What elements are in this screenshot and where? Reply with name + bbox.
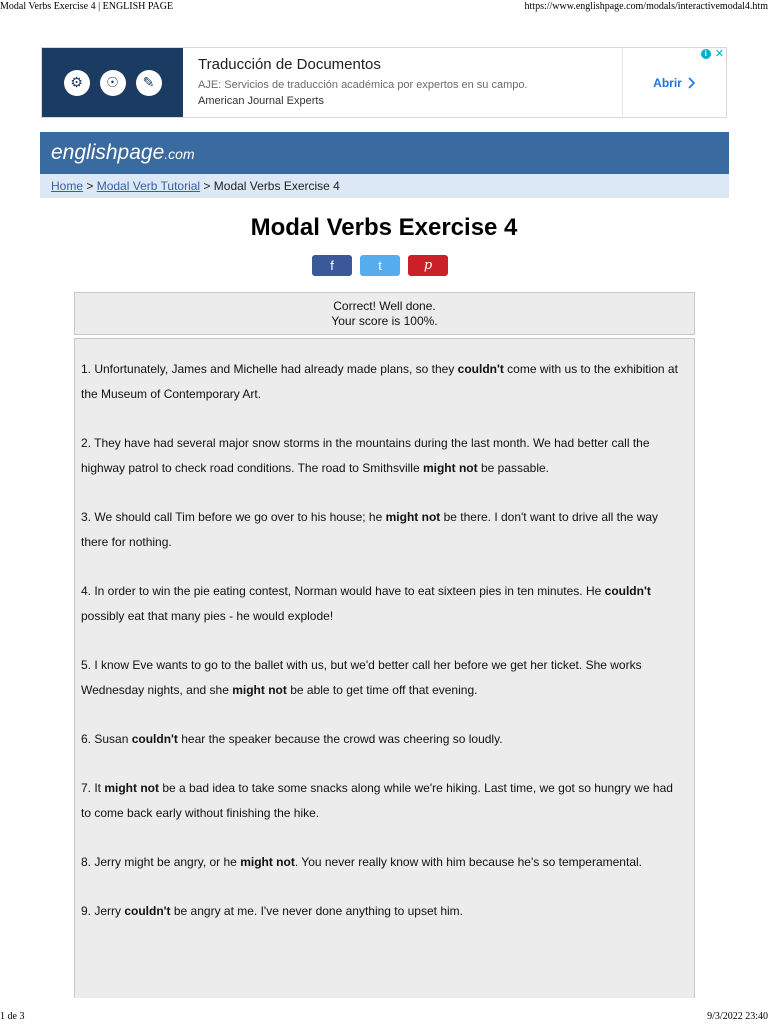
question-item: 4. In order to win the pie eating contest, Norman would have to eat sixteen pies in ten minutes. He couldn't possibly eat that many pies - he would explode! (81, 584, 651, 623)
answer: couldn't (124, 904, 171, 918)
score-message: Correct! Well done. (333, 299, 436, 313)
question-item: 2. They have had several major snow storms in the mountains during the last month. We had better call the highway patrol to check road conditions. The road to Smithsville might not be passable. (81, 436, 650, 475)
ad-choices[interactable] (701, 49, 724, 59)
close-icon[interactable]: ✕ (714, 48, 724, 60)
page-title: Modal Verbs Exercise 4 (250, 214, 518, 241)
print-header (0, 0, 768, 14)
score-value: Your score is 100%. (331, 314, 438, 328)
question-item: 7. It might not be a bad idea to take some snacks along while we're hiking. Last time, we got so hungry we had to come back early without finishing the hike. (81, 781, 673, 820)
question-item: 8. Jerry might be angry, or he might not. You never really know with him because he's so temperamental. (81, 855, 642, 869)
print-datetime: 9/3/2022 23:40 (707, 1011, 768, 1022)
answer: couldn't (457, 362, 504, 376)
answer: might not (240, 855, 295, 869)
lightbulb-icon: ☉ (100, 70, 126, 96)
logo-main: englishpage (51, 141, 165, 164)
site-logo[interactable] (51, 141, 195, 165)
print-footer (0, 1010, 768, 1024)
answer: might not (104, 781, 159, 795)
ad-description: AJE: Servicios de traducción académica por expertos en su campo. (198, 79, 528, 91)
question-item: 5. I know Eve wants to go to the ballet with us, but we'd better call her before we get her ticket. She works Wednesday nights, and she might not be able to get time off that evening. (81, 658, 642, 697)
info-icon[interactable]: i (701, 49, 711, 59)
answer: might not (385, 510, 441, 524)
breadcrumb-separator: > (83, 179, 97, 193)
question-item: 9. Jerry couldn't be angry at me. I've never done anything to upset him. (81, 904, 463, 918)
share-buttons (312, 255, 448, 276)
logo-suffix: .com (164, 146, 195, 162)
breadcrumb-home-link[interactable]: Home (51, 179, 84, 193)
question-item: 6. Susan couldn't hear the speaker because the crowd was cheering so loudly. (81, 732, 503, 746)
breadcrumb-tutorial-link[interactable]: Modal Verb Tutorial (96, 179, 201, 193)
document-icon: ✎ (136, 70, 162, 96)
ad-title[interactable]: Traducción de Documentos (198, 56, 381, 73)
ad-source: American Journal Experts (198, 95, 324, 107)
exercise-list (74, 338, 695, 998)
print-page-number: 1 de 3 (0, 1011, 25, 1022)
site-header (40, 132, 729, 174)
breadcrumb-separator: > (200, 179, 214, 193)
pinterest-share-button[interactable]: p (408, 255, 448, 276)
ad-image[interactable] (42, 48, 183, 117)
question-item: 3. We should call Tim before we go over to his house; he might not be there. I don't want to drive all the way there for nothing. (81, 510, 659, 549)
ad-open-label: Abrir (653, 75, 682, 90)
answer: might not (232, 683, 287, 697)
score-box (74, 292, 695, 335)
microscope-icon: ⚙ (64, 70, 90, 96)
breadcrumb-current: Modal Verbs Exercise 4 (213, 179, 340, 193)
print-url: https://www.englishpage.com/modals/interactivemodal4.htm (524, 1, 768, 12)
answer: might not (422, 461, 478, 475)
question-item: 1. Unfortunately, James and Michelle had already made plans, so they couldn't come with us to the exhibition at the Museum of Contemporary Art. (81, 362, 678, 401)
facebook-share-button[interactable]: f (312, 255, 352, 276)
chevron-right-icon (688, 77, 696, 89)
answer: couldn't (131, 732, 178, 746)
print-page-title: Modal Verbs Exercise 4 | ENGLISH PAGE (0, 1, 174, 12)
breadcrumb (40, 174, 729, 198)
twitter-share-button[interactable]: t (360, 255, 400, 276)
answer: couldn't (604, 584, 651, 598)
ad-banner[interactable] (41, 47, 727, 118)
